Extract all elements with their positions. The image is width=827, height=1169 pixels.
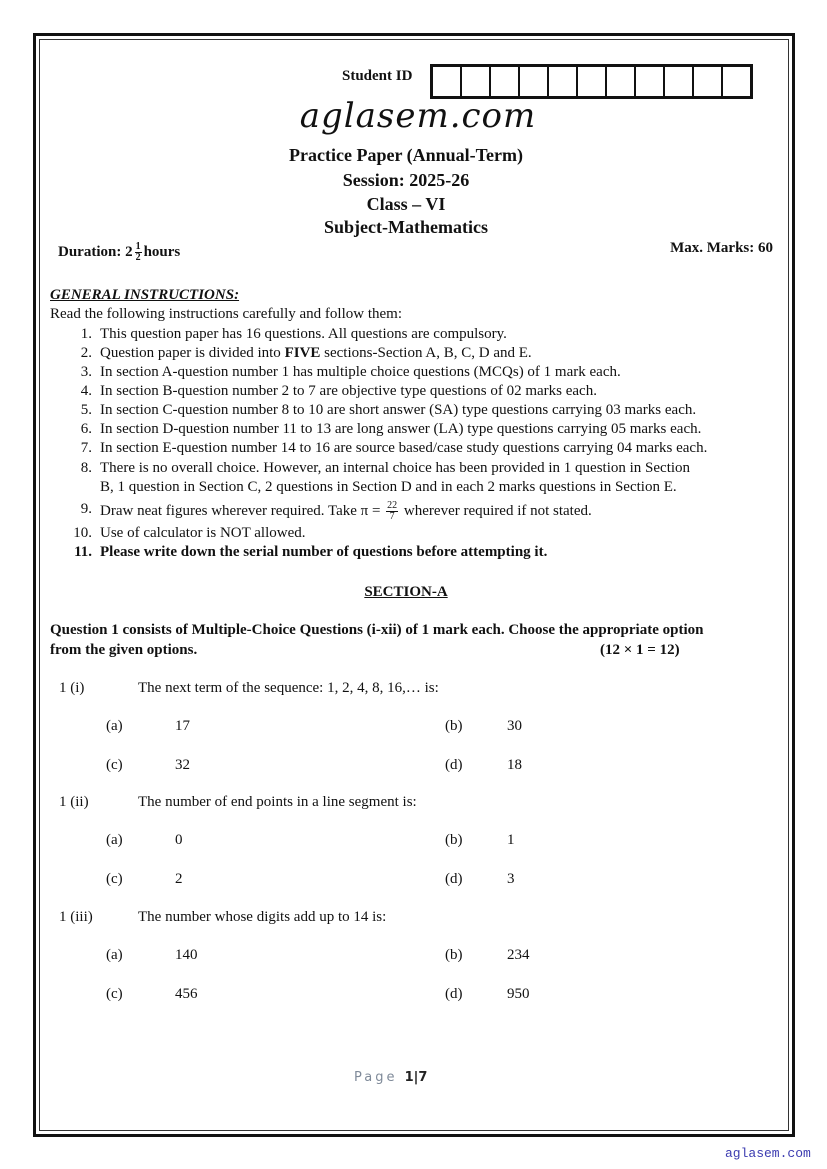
section-a-intro: Question 1 consists of Multiple-Choice Questions (i-xii) of 1 mark each. Choose the appropriate option bbox=[50, 622, 704, 638]
instruction-item bbox=[80, 383, 597, 400]
student-id-box[interactable] bbox=[578, 67, 607, 96]
student-id-box[interactable] bbox=[607, 67, 636, 96]
instruction-number: 11. bbox=[74, 544, 92, 560]
instruction-number: 9. bbox=[80, 501, 92, 517]
option-value: 30 bbox=[507, 718, 522, 734]
option-value: 17 bbox=[175, 718, 190, 734]
option-label: (b) bbox=[445, 718, 463, 734]
option-label: (a) bbox=[106, 718, 123, 734]
footer-watermark[interactable]: aglasem.com bbox=[725, 1146, 811, 1161]
student-id-box[interactable] bbox=[723, 67, 750, 96]
fraction-numerator: 22 bbox=[387, 500, 398, 511]
instruction-text: Question paper is divided into bbox=[100, 345, 285, 361]
fraction-denominator: 7 bbox=[389, 511, 395, 522]
student-id-box[interactable] bbox=[665, 67, 694, 96]
instruction-text: In section B-question number 2 to 7 are objective type questions of 02 marks each. bbox=[100, 383, 597, 399]
instruction-item bbox=[80, 440, 708, 457]
aglasem-logo: aglasem.com bbox=[299, 96, 537, 136]
subject: Subject-Mathematics bbox=[324, 217, 488, 237]
option-value: 234 bbox=[507, 947, 530, 963]
instruction-number: 7. bbox=[80, 440, 92, 456]
paper-title: Practice Paper (Annual-Term) bbox=[289, 145, 523, 165]
option-label: (d) bbox=[445, 986, 463, 1002]
instruction-item bbox=[73, 525, 306, 542]
section-a-marks: (12 × 1 = 12) bbox=[600, 642, 680, 658]
pi-fraction bbox=[386, 501, 398, 522]
instruction-text: sections-Section A, B, C, D and E. bbox=[320, 345, 532, 361]
page-separator: | bbox=[413, 1070, 419, 1085]
duration-unit: hours bbox=[143, 243, 181, 260]
instruction-text: In section D-question number 11 to 13 are long answer (LA) type questions carrying 05 marks each. bbox=[100, 421, 702, 437]
max-marks: Max. Marks: 60 bbox=[670, 240, 773, 256]
instruction-text: Please write down the serial number of questions before attempting it. bbox=[100, 544, 548, 560]
instruction-item bbox=[80, 500, 592, 522]
student-id-box[interactable] bbox=[520, 67, 549, 96]
session: Session: 2025-26 bbox=[342, 170, 470, 190]
option-label: (c) bbox=[106, 986, 123, 1002]
student-id-box[interactable] bbox=[694, 67, 723, 96]
student-id-box[interactable] bbox=[636, 67, 665, 96]
instructions-intro: Read the following instructions carefully and follow them: bbox=[50, 306, 403, 322]
question-text: The number whose digits add up to 14 is: bbox=[138, 909, 387, 925]
option-value: 32 bbox=[175, 757, 190, 773]
section-a-heading: SECTION-A bbox=[364, 584, 448, 600]
instruction-text: In section C-question number 8 to 10 are short answer (SA) type questions carrying 03 marks each. bbox=[100, 402, 697, 418]
duration-fraction bbox=[135, 242, 142, 263]
instruction-number: 8. bbox=[80, 460, 92, 476]
instruction-text: Use of calculator is NOT allowed. bbox=[100, 525, 306, 541]
question-text: The next term of the sequence: 1, 2, 4, 8, 16,… is: bbox=[138, 680, 439, 696]
instruction-number: 4. bbox=[80, 383, 92, 399]
option-value: 3 bbox=[507, 871, 515, 887]
option-label: (c) bbox=[106, 757, 123, 773]
option-label: (b) bbox=[445, 947, 463, 963]
duration-label: Duration: bbox=[58, 243, 122, 260]
option-value: 2 bbox=[175, 871, 183, 887]
instruction-text: Draw neat figures wherever required. Take π = bbox=[100, 502, 381, 519]
fraction-denominator: 2 bbox=[135, 252, 141, 263]
instruction-number: 5. bbox=[80, 402, 92, 418]
option-label: (b) bbox=[445, 832, 463, 848]
question-text: The number of end points in a line segment is: bbox=[138, 794, 417, 810]
option-label: (a) bbox=[106, 832, 123, 848]
instruction-item bbox=[80, 364, 621, 381]
instruction-text: This question paper has 16 questions. All questions are compulsory. bbox=[100, 326, 507, 342]
student-id-box[interactable] bbox=[549, 67, 578, 96]
student-id-label: Student ID bbox=[342, 68, 413, 84]
option-value: 18 bbox=[507, 757, 522, 773]
instruction-text: In section A-question number 1 has multiple choice questions (MCQs) of 1 mark each. bbox=[100, 364, 621, 380]
instruction-item bbox=[74, 544, 548, 561]
option-value: 1 bbox=[507, 832, 515, 848]
student-id-box[interactable] bbox=[491, 67, 520, 96]
class: Class – VI bbox=[366, 194, 446, 214]
page-total: 7 bbox=[418, 1070, 428, 1085]
question-number: 1 (ii) bbox=[59, 794, 89, 810]
instruction-item bbox=[80, 345, 532, 362]
option-label: (a) bbox=[106, 947, 123, 963]
student-id-box[interactable] bbox=[433, 67, 462, 96]
student-id-boxes[interactable] bbox=[430, 64, 753, 99]
page-number bbox=[354, 1070, 427, 1085]
duration-whole: 2 bbox=[125, 243, 133, 260]
instruction-number: 1. bbox=[80, 326, 92, 342]
option-value: 0 bbox=[175, 832, 183, 848]
section-a-intro-2: from the given options. bbox=[50, 642, 198, 658]
fraction-numerator: 1 bbox=[135, 241, 141, 252]
option-label: (d) bbox=[445, 871, 463, 887]
question-number: 1 (iii) bbox=[59, 909, 93, 925]
page-current: 1 bbox=[404, 1070, 414, 1085]
instruction-number: 3. bbox=[80, 364, 92, 380]
instruction-number: 6. bbox=[80, 421, 92, 437]
instructions-heading: GENERAL INSTRUCTIONS: bbox=[50, 287, 240, 303]
instruction-emphasis: FIVE bbox=[284, 345, 321, 361]
option-label: (d) bbox=[445, 757, 463, 773]
instruction-text: There is no overall choice. However, an internal choice has been provided in 1 question in Section bbox=[100, 460, 691, 476]
question-number: 1 (i) bbox=[59, 680, 85, 696]
instruction-text-cont: B, 1 question in Section C, 2 questions in Section D and in each 2 marks questions in Section E. bbox=[100, 479, 677, 495]
student-id-box[interactable] bbox=[462, 67, 491, 96]
instruction-number: 10. bbox=[73, 525, 92, 541]
instruction-item bbox=[80, 326, 507, 343]
instruction-text: In section E-question number 14 to 16 are source based/case study questions carrying 04 marks each. bbox=[100, 440, 708, 456]
page-label: Page bbox=[354, 1070, 398, 1085]
instruction-text: wherever required if not stated. bbox=[403, 502, 592, 519]
duration bbox=[58, 242, 180, 263]
option-value: 950 bbox=[507, 986, 530, 1002]
option-value: 456 bbox=[175, 986, 198, 1002]
option-value: 140 bbox=[175, 947, 198, 963]
instruction-item bbox=[80, 459, 691, 497]
instruction-number: 2. bbox=[80, 345, 92, 361]
instruction-item bbox=[80, 421, 702, 438]
instruction-item bbox=[80, 402, 697, 419]
option-label: (c) bbox=[106, 871, 123, 887]
